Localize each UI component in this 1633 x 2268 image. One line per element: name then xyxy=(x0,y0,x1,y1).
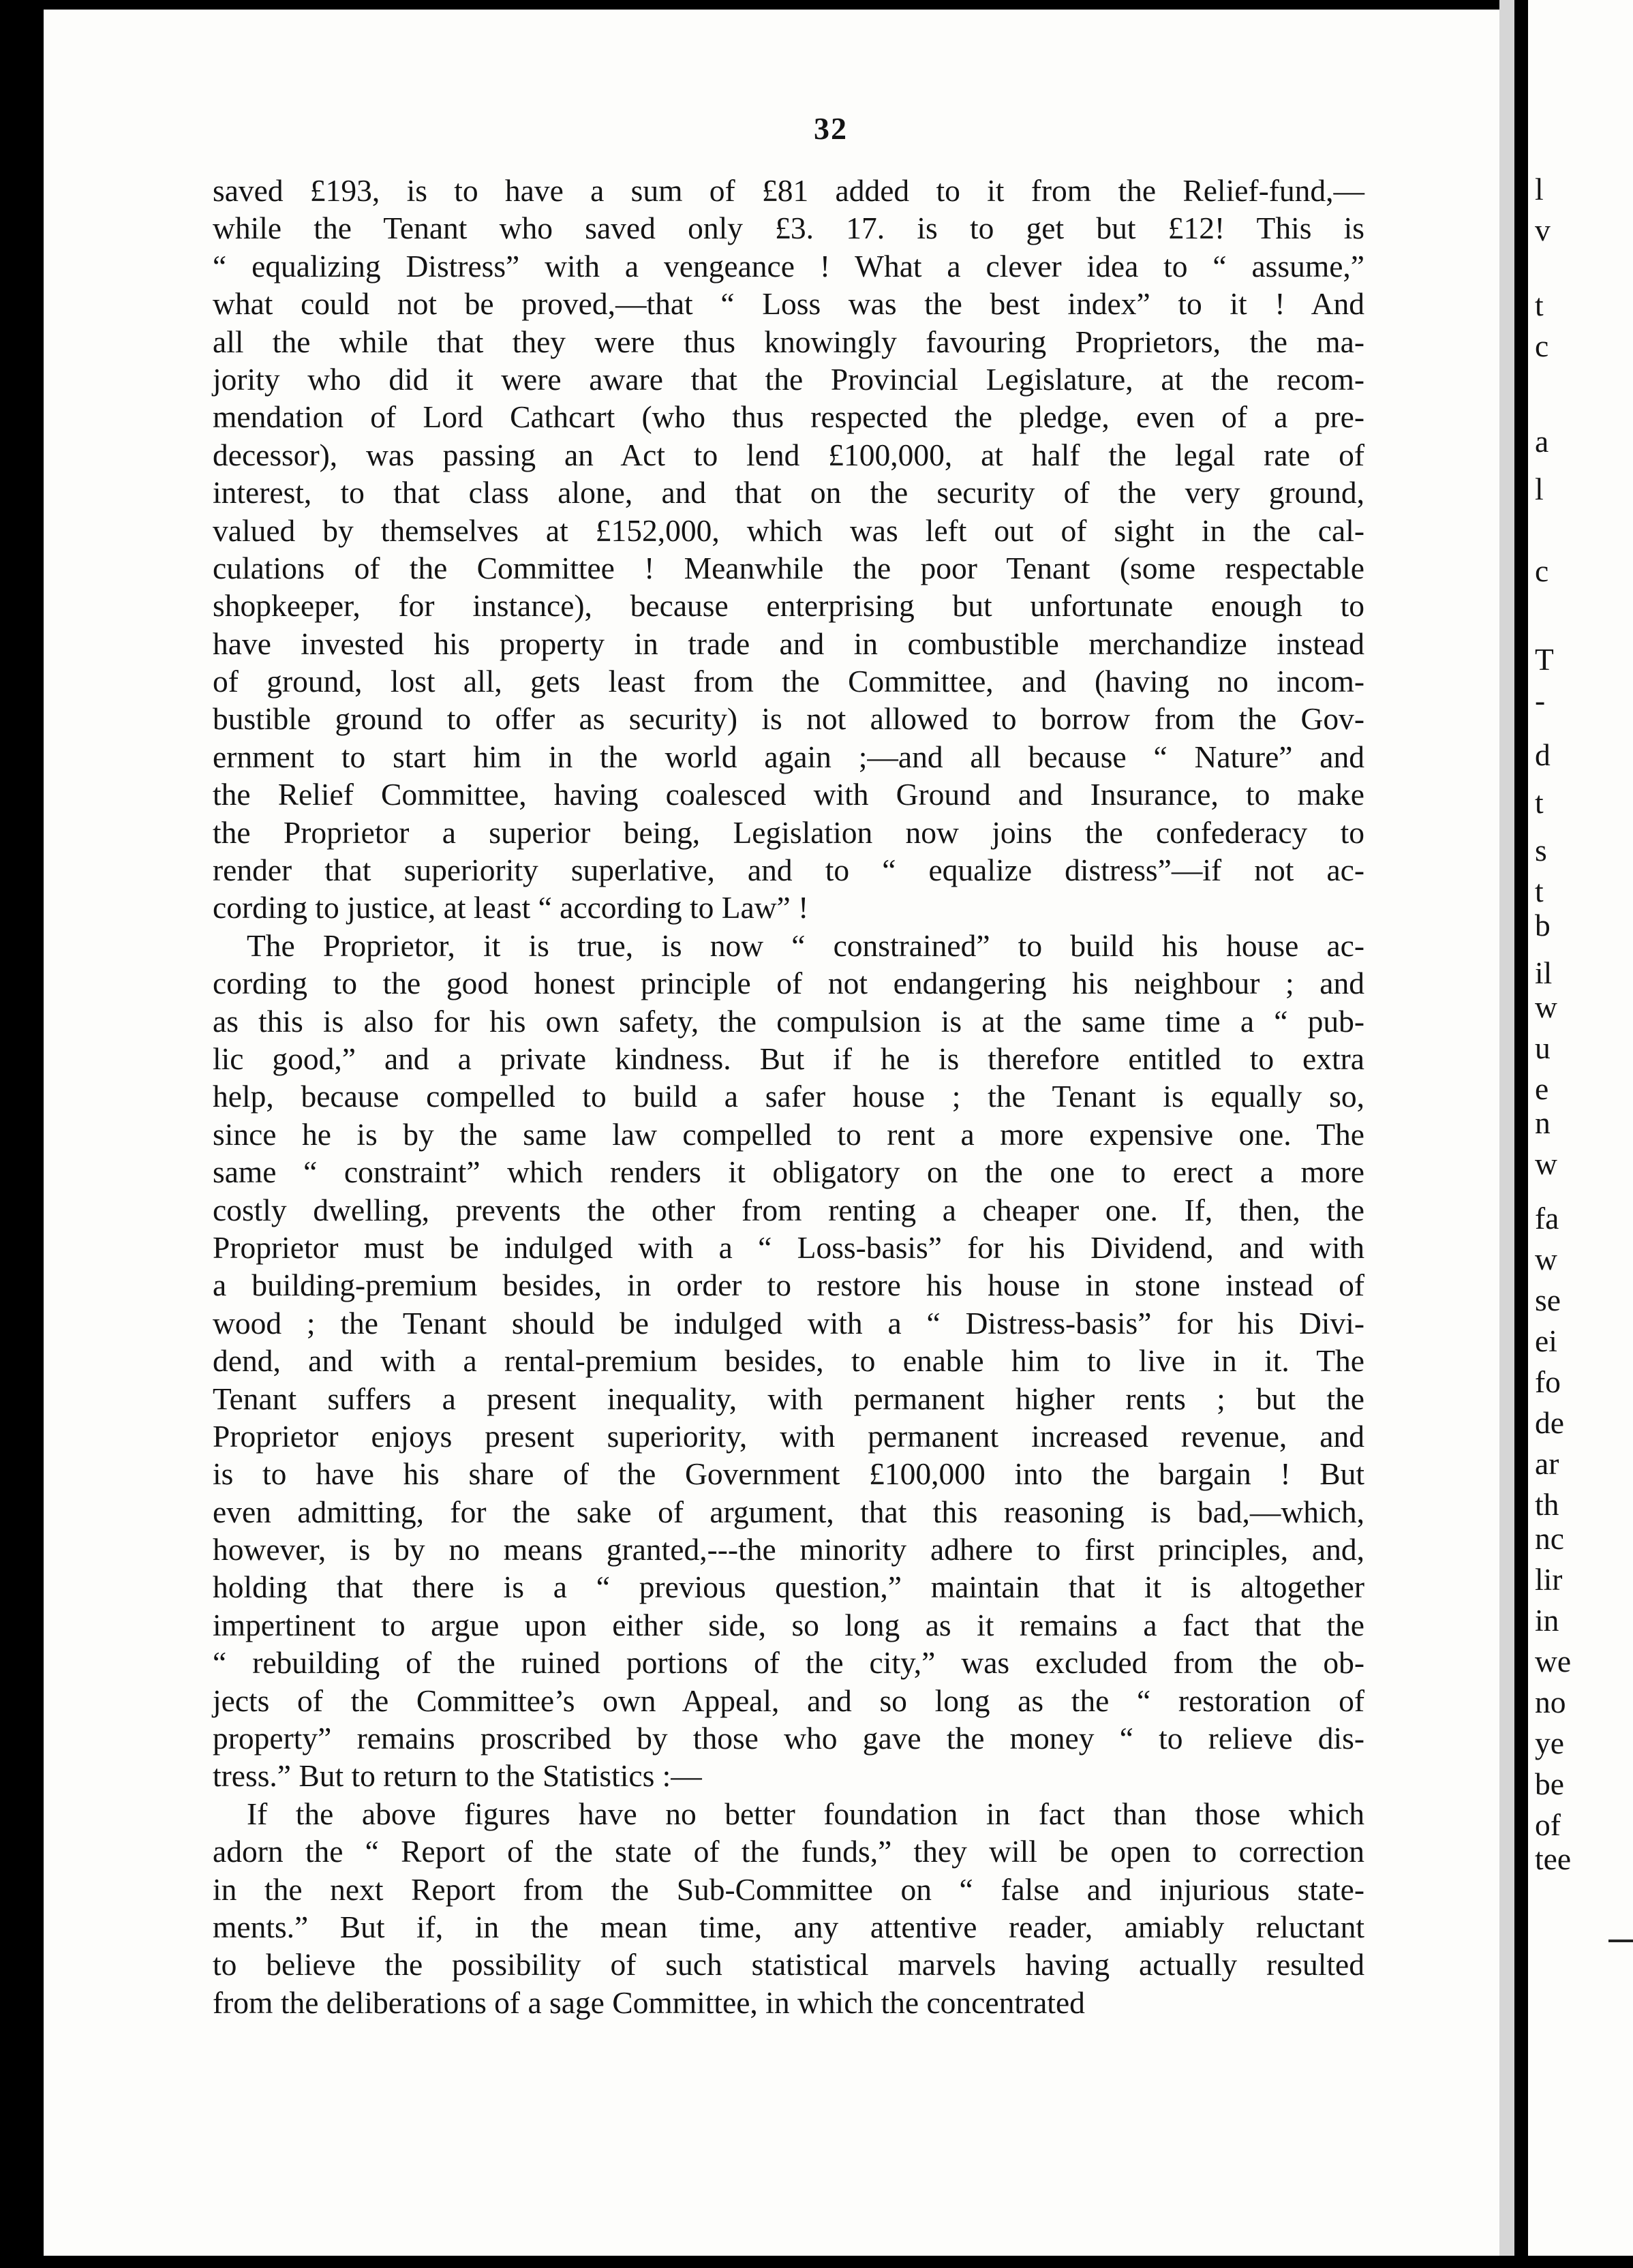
text-line: even admitting, for the sake of argument, that this reasoning is bad,—which, xyxy=(213,1494,1364,1529)
text-line: while the Tenant who saved only £3. 17. is to get but £12! This is xyxy=(213,211,1364,246)
text-line: a building-premium besides, in order to restore his house in stone instead of xyxy=(213,1268,1364,1303)
text-line: decessor), was passing an Act to lend £100,000, at half the legal rate of xyxy=(213,437,1364,472)
text-line: cording to the good honest principle of not endangering his neighbour ; and xyxy=(213,966,1364,1001)
text-line: help, because compelled to build a safer house ; the Tenant is equally so, xyxy=(213,1079,1364,1114)
text-line: “ equalizing Distress” with a vengeance ! What a clever idea to “ assume,” xyxy=(213,248,1364,284)
scan-border-top xyxy=(0,0,1633,10)
adjacent-page-fragment: of xyxy=(1535,1807,1561,1842)
adjacent-page-fragment: w xyxy=(1535,990,1557,1024)
text-line: however, is by no means granted,---the minority adhere to first principles, and, xyxy=(213,1532,1364,1567)
scan-border-left xyxy=(0,0,44,2268)
text-line: what could not be proved,—that “ Loss was the best index” to it ! And xyxy=(213,286,1364,322)
adjacent-page-fragment: ei xyxy=(1535,1323,1557,1358)
adjacent-page-fragment: se xyxy=(1535,1283,1561,1317)
adjacent-page-fragment: nc xyxy=(1535,1521,1564,1556)
text-line: wood ; the Tenant should be indulged with a “ Distress-basis” for his Divi- xyxy=(213,1305,1364,1340)
adjacent-page-fragment: fa xyxy=(1535,1201,1559,1236)
adjacent-page-edge xyxy=(1528,0,1633,2268)
adjacent-page-fragment: c xyxy=(1535,328,1549,363)
text-line: in the next Report from the Sub-Committee on “ false and injurious state- xyxy=(213,1871,1364,1907)
text-line: costly dwelling, prevents the other from renting a cheaper one. If, then, the xyxy=(213,1192,1364,1227)
text-line: the Relief Committee, having coalesced with Ground and Insurance, to make xyxy=(213,777,1364,812)
text-line: the Proprietor a superior being, Legislation now joins the confederacy to xyxy=(213,814,1364,850)
adjacent-page-fragment: c xyxy=(1535,553,1549,588)
scan-border-bottom xyxy=(0,2256,1633,2268)
adjacent-page-fragment: no xyxy=(1535,1685,1566,1719)
adjacent-page-fragment: l xyxy=(1535,472,1544,506)
adjacent-page-fragment: T xyxy=(1535,642,1554,677)
adjacent-page-fragment: th xyxy=(1535,1487,1559,1522)
text-line: tress.” But to return to the Statistics :— xyxy=(213,1758,702,1794)
adjacent-page-fragment: t xyxy=(1535,785,1544,820)
text-line: dend, and with a rental-premium besides, to enable him to live in it. The xyxy=(213,1343,1364,1379)
adjacent-page-fragment: t xyxy=(1535,288,1544,322)
adjacent-page-fragment: we xyxy=(1535,1644,1572,1679)
text-line: adorn the “ Report of the state of the funds,” they will be open to correction xyxy=(213,1834,1364,1869)
adjacent-page-fragment: e xyxy=(1535,1071,1549,1106)
text-line: holding that there is a “ previous question,” maintain that it is altogether xyxy=(213,1569,1364,1605)
adjacent-page-fragment: tee xyxy=(1535,1841,1572,1876)
text-line: jects of the Committee’s own Appeal, and so long as the “ restoration of xyxy=(213,1683,1364,1718)
text-line: Proprietor enjoys present superiority, with permanent increased revenue, and xyxy=(213,1418,1364,1454)
book-gutter xyxy=(1514,0,1528,2268)
adjacent-page-fragment: w xyxy=(1535,1146,1557,1181)
adjacent-page-fragment: de xyxy=(1535,1405,1564,1440)
adjacent-page-fragment: fo xyxy=(1535,1364,1561,1399)
adjacent-page-fragment: w xyxy=(1535,1242,1557,1276)
text-line: render that superiority superlative, and to “ equalize distress”—if not ac- xyxy=(213,853,1364,888)
text-line: all the while that they were thus knowingly favouring Proprietors, the ma- xyxy=(213,324,1364,359)
text-line: impertinent to argue upon either side, so long as it remains a fact that the xyxy=(213,1607,1364,1642)
adjacent-page-fragment: in xyxy=(1535,1603,1559,1638)
adjacent-page-fragment: b xyxy=(1535,908,1551,943)
text-line: culations of the Committee ! Meanwhile the poor Tenant (some respectable xyxy=(213,550,1364,585)
text-line: since he is by the same law compelled to rent a more expensive one. The xyxy=(213,1116,1364,1152)
text-line: saved £193, is to have a sum of £81 added to it from the Relief-fund,— xyxy=(213,173,1364,208)
adjacent-page-fragment: v xyxy=(1535,213,1551,247)
text-line: shopkeeper, for instance), because enterprising but unfortunate enough to xyxy=(213,588,1364,624)
text-line: bustible ground to offer as security) is not allowed to borrow from the Gov- xyxy=(213,701,1364,737)
text-line: have invested his property in trade and in combustible merchandize instead xyxy=(213,626,1364,661)
adjacent-page-fragment: be xyxy=(1535,1766,1564,1801)
text-line: ments.” But if, in the mean time, any attentive reader, amiably reluctant xyxy=(213,1909,1364,1944)
text-line: mendation of Lord Cathcart (who thus respected the pledge, even of a pre- xyxy=(213,399,1364,435)
adjacent-page-fragment: t xyxy=(1535,874,1544,908)
text-line: cording to justice, at least “ according to Law” ! xyxy=(213,890,809,925)
text-line: of ground, lost all, gets least from the Committee, and (having no incom- xyxy=(213,664,1364,699)
adjacent-page-fragment: u xyxy=(1535,1030,1551,1065)
text-line: interest, to that class alone, and that on the security of the very ground, xyxy=(213,475,1364,510)
page-number: 32 xyxy=(814,111,848,146)
adjacent-page-rule xyxy=(1608,1940,1633,1942)
text-line: If the above figures have no better foundation in fact than those which xyxy=(247,1796,1364,1831)
text-line: The Proprietor, it is true, is now “ constrained” to build his house ac- xyxy=(247,928,1364,963)
adjacent-page-fragment: - xyxy=(1535,683,1546,718)
adjacent-page-fragment: s xyxy=(1535,833,1547,868)
adjacent-page-fragment: d xyxy=(1535,737,1551,772)
text-line: same “ constraint” which renders it obligatory on the one to erect a more xyxy=(213,1154,1364,1190)
text-line: to believe the possibility of such statistical marvels having actually resulted xyxy=(213,1947,1364,1982)
text-line: jority who did it were aware that the Provincial Legislature, at the recom- xyxy=(213,361,1364,397)
text-line: Proprietor must be indulged with a “ Loss-basis” for his Dividend, and with xyxy=(213,1229,1364,1265)
text-line: “ rebuilding of the ruined portions of the city,” was excluded from the ob- xyxy=(213,1645,1364,1681)
adjacent-page-fragment: l xyxy=(1535,172,1544,206)
body-text xyxy=(213,172,1364,2021)
adjacent-page-fragment: lir xyxy=(1535,1562,1563,1597)
text-line: ernment to start him in the world again ;—and all because “ Nature” and xyxy=(213,739,1364,774)
adjacent-page-fragment: il xyxy=(1535,955,1553,990)
text-line: is to have his share of the Government £100,000 into the bargain ! But xyxy=(213,1456,1364,1492)
text-line: lic good,” and a private kindness. But if he is therefore entitled to extra xyxy=(213,1041,1364,1076)
text-line: as this is also for his own safety, the compulsion is at the same time a “ pub- xyxy=(213,1003,1364,1039)
text-line: Tenant suffers a present inequality, with permanent higher rents ; but the xyxy=(213,1381,1364,1416)
adjacent-page-fragment: ar xyxy=(1535,1446,1559,1481)
text-line: from the deliberations of a sage Committee, in which the concentrated xyxy=(213,1984,1085,2020)
adjacent-page-fragment: ye xyxy=(1535,1726,1564,1760)
text-line: property” remains proscribed by those who gave the money “ to relieve dis- xyxy=(213,1721,1364,1756)
adjacent-page-fragment: a xyxy=(1535,424,1549,459)
adjacent-page-fragment: n xyxy=(1535,1105,1551,1140)
text-line: valued by themselves at £152,000, which was left out of sight in the cal- xyxy=(213,512,1364,548)
